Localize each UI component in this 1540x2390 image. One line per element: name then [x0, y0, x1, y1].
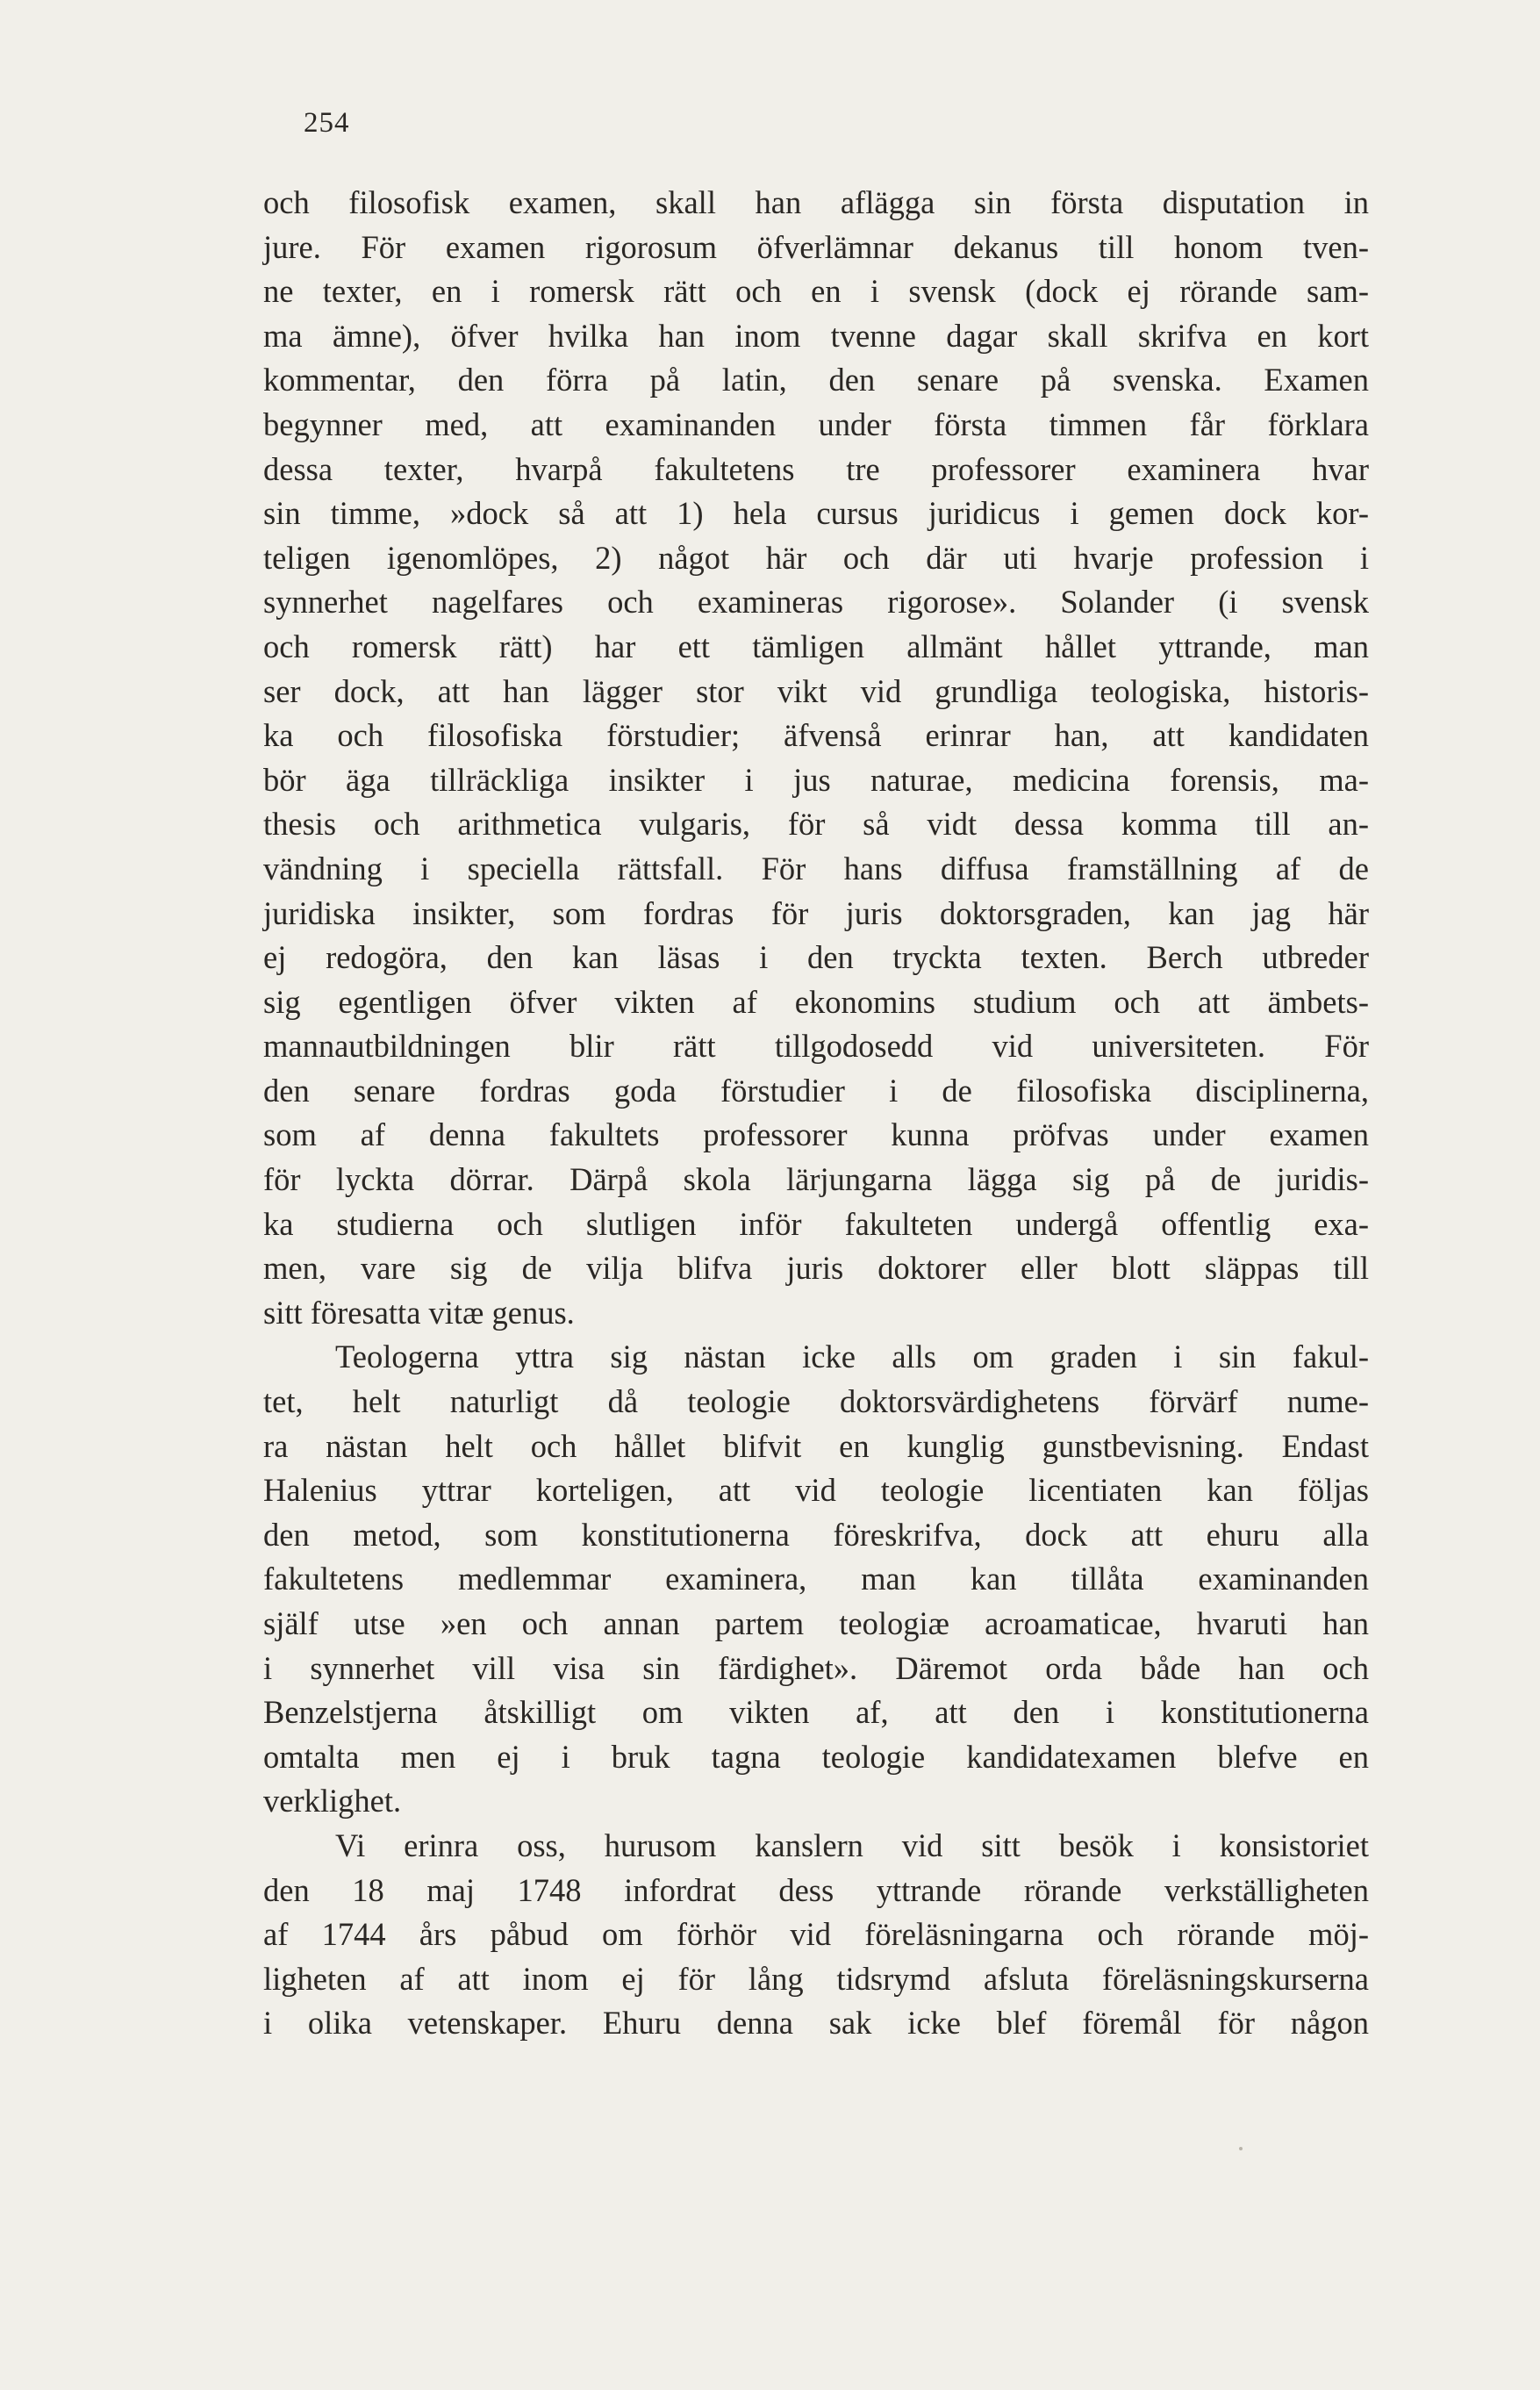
text-line: sitt föresatta vitæ genus.	[263, 1294, 575, 1331]
text-line: synnerhet nagelfares och examineras rigorose». Solander (i svensk	[263, 584, 1369, 621]
text-line: men, vare sig de vilja blifva juris doktorer eller blott släppas till	[263, 1250, 1369, 1287]
paragraph-first-line: Teologerna yttra sig nästan icke alls om graden i sin fakul-	[335, 1339, 1369, 1375]
text-line: juridiska insikter, som fordras för juris doktorsgraden, kan jag här	[263, 894, 1369, 931]
text-line: bör äga tillräckliga insikter i jus naturae, medicina forensis, ma-	[263, 761, 1369, 798]
text-line: som af denna fakultets professorer kunna pröfvas under examen	[263, 1116, 1369, 1153]
text-line: Halenius yttrar korteligen, att vid teologie licentiaten kan följas	[263, 1472, 1369, 1509]
text-line: tet, helt naturligt då teologie doktorsvärdighetens förvärf nume-	[263, 1383, 1369, 1420]
text-line: ligheten af att inom ej för lång tidsrymd afsluta föreläsningskurserna	[263, 1960, 1369, 1997]
text-line: ej redogöra, den kan läsas i den tryckta texten. Berch utbreder	[263, 939, 1369, 976]
text-line: den senare fordras goda förstudier i de filosofiska disciplinerna,	[263, 1072, 1369, 1109]
body-text	[263, 181, 1369, 2046]
text-line: i synnerhet vill visa sin färdighet». Däremot orda både han och	[263, 1649, 1369, 1686]
text-line: mannautbildningen blir rätt tillgodosedd vid universiteten. För	[263, 1028, 1369, 1065]
text-line: Benzelstjerna åtskilligt om vikten af, att den i konstitutionerna	[263, 1694, 1369, 1731]
paragraph-first-line: Vi erinra oss, hurusom kanslern vid sitt besök i konsistoriet	[335, 1827, 1369, 1863]
text-line: omtalta men ej i bruk tagna teologie kandidatexamen blefve en	[263, 1738, 1369, 1775]
text-line: själf utse »en och annan partem teologiæ acroamaticae, hvaruti han	[263, 1605, 1369, 1641]
text-line: ka studierna och slutligen inför fakulteten undergå offentlig exa-	[263, 1205, 1369, 1242]
text-line: den 18 maj 1748 infordrat dess yttrande rörande verkställigheten	[263, 1871, 1369, 1908]
text-line: den metod, som konstitutionerna föreskrifva, dock att ehuru alla	[263, 1516, 1369, 1553]
text-line: thesis och arithmetica vulgaris, för så vidt dessa komma till an-	[263, 806, 1369, 843]
text-line: sin timme, »dock så att 1) hela cursus juridicus i gemen dock kor-	[263, 495, 1369, 532]
text-line: ra nästan helt och hållet blifvit en kunglig gunstbevisning. Endast	[263, 1427, 1369, 1464]
text-line: vändning i speciella rättsfall. För hans diffusa framställning af de	[263, 850, 1369, 886]
text-line: och romersk rätt) har ett tämligen allmänt hållet yttrande, man	[263, 628, 1369, 664]
text-line: för lyckta dörrar. Därpå skola lärjungarna lägga sig på de juridis-	[263, 1161, 1369, 1198]
text-line: och filosofisk examen, skall han aflägga sin första disputation in	[263, 184, 1369, 220]
text-line: ma ämne), öfver hvilka han inom tvenne dagar skall skrifva en kort	[263, 317, 1369, 354]
text-line: teligen igenomlöpes, 2) något här och där uti hvarje profession i	[263, 539, 1369, 576]
text-line: dessa texter, hvarpå fakultetens tre professorer examinera hvar	[263, 450, 1369, 487]
page-number: 254	[304, 107, 350, 139]
paper-speck	[1239, 2147, 1243, 2150]
text-line: af 1744 års påbud om förhör vid föreläsningarna och rörande möj-	[263, 1916, 1369, 1953]
text-line: kommentar, den förra på latin, den senare på svenska. Examen	[263, 362, 1369, 398]
text-line: ser dock, att han lägger stor vikt vid grundliga teologiska, historis-	[263, 672, 1369, 709]
text-line: i olika vetenskaper. Ehuru denna sak icke blef föremål för någon	[263, 2005, 1369, 2042]
text-line: ka och filosofiska förstudier; äfvenså erinrar han, att kandidaten	[263, 717, 1369, 754]
text-line: jure. För examen rigorosum öfverlämnar dekanus till honom tven-	[263, 228, 1369, 265]
text-line: fakultetens medlemmar examinera, man kan tillåta examinanden	[263, 1561, 1369, 1597]
text-line: ne texter, en i romersk rätt och en i svensk (dock ej rörande sam-	[263, 273, 1369, 310]
text-line: verklighet.	[263, 1783, 402, 1819]
text-line: begynner med, att examinanden under första timmen får förklara	[263, 406, 1369, 442]
text-line: sig egentligen öfver vikten af ekonomins studium och att ämbets-	[263, 983, 1369, 1020]
